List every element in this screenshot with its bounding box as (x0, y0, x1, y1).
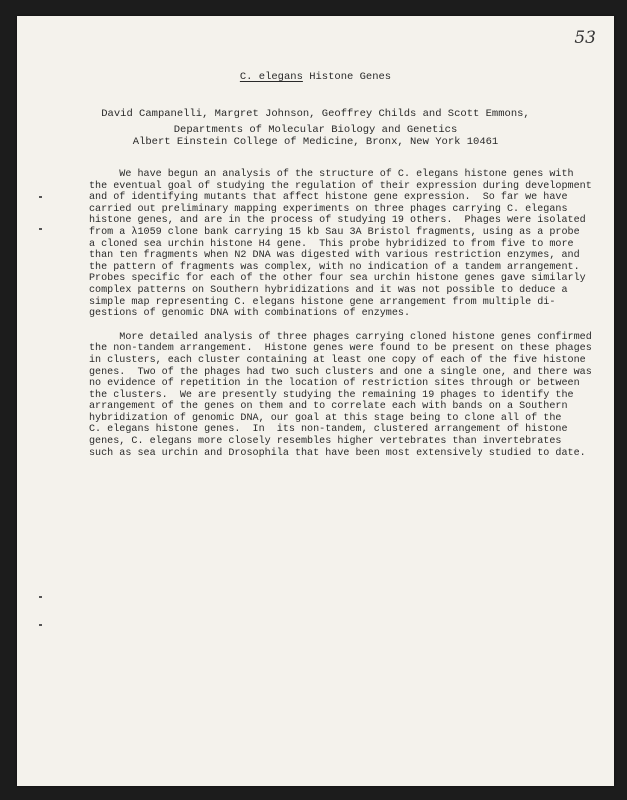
text-line: We have begun an analysis of the structure of C. elegans histone genes with (89, 169, 574, 180)
paragraph-2 (89, 332, 609, 460)
author-list: David Campanelli, Margret Johnson, Geoffrey Childs and Scott Emmons, (101, 108, 530, 120)
title-rest: Histone Genes (302, 71, 392, 83)
affiliation-department: Departments of Molecular Biology and Genetics (173, 124, 458, 136)
text-line: from a λ1059 clone bank carrying 15 kb Sau 3A Bristol fragments, using as a probe (89, 226, 580, 238)
text-line: a cloned sea urchin histone H4 gene. This probe hybridized to from five to more (89, 238, 574, 250)
document-page (17, 16, 614, 786)
document-title (17, 71, 614, 83)
page-number: 53 (574, 28, 596, 48)
text-line: genes, C. elegans more closely resembles higher vertebrates than invertebrates (89, 436, 562, 448)
text-line: complex patterns on Southern hybridizations and it was not possible to deduce a (89, 284, 568, 296)
text-line: the pattern of fragments was complex, with no indication of a tandem arrangement. (89, 261, 580, 273)
text-line: gestions of genomic DNA with combinations of enzymes. (89, 308, 411, 320)
text-line: genes. Two of the phages had two such clusters and one a single one, and there was (89, 366, 592, 378)
paragraph-1 (89, 169, 609, 320)
affiliation (17, 124, 614, 148)
text-line: the non-tandem arrangement. Histone genes were found to be present on these phages (89, 343, 592, 355)
margin-speck (39, 228, 42, 230)
text-line: than ten fragments when N2 DNA was digested with various restriction enzymes, and (89, 250, 580, 262)
text-line: the clusters. We are presently studying the remaining 19 phages to identify the (89, 389, 574, 401)
abstract-body (89, 169, 609, 471)
text-line: the eventual goal of studying the regulation of their expression during development (89, 180, 592, 192)
text-line: in clusters, each cluster containing at least one copy of each of the five histone (89, 354, 586, 366)
text-line: arrangement of the genes on them and to correlate each with bands on a Southern (89, 401, 568, 413)
text-line: hybridization of genomic DNA, our goal at this stage being to clone all of the (89, 412, 562, 424)
title-species: C. elegans (239, 71, 303, 83)
margin-speck (39, 196, 42, 198)
text-line: carried out preliminary mapping experiments on three phages carrying C. elegans (89, 203, 568, 215)
text-line: no evidence of repetition in the location of restriction sites through or between (89, 378, 580, 390)
margin-speck (39, 624, 42, 626)
margin-speck (39, 596, 42, 598)
text-line: simple map representing C. elegans histone gene arrangement from multiple di- (89, 296, 556, 308)
text-line: More detailed analysis of three phages carrying cloned histone genes confirmed (89, 331, 592, 343)
text-line: C. elegans histone genes. In its non-tandem, clustered arrangement of histone (89, 424, 568, 436)
text-line: histone genes, and are in the process of studying 19 others. Phages were isolated (89, 215, 586, 227)
text-line: and of identifying mutants that affect histone gene expression. So far we have (89, 192, 568, 204)
affiliation-institution: Albert Einstein College of Medicine, Bronx, New York 10461 (132, 136, 499, 148)
text-line: such as sea urchin and Drosophila that have been most extensively studied to date. (89, 447, 586, 459)
text-line: Probes specific for each of the other four sea urchin histone genes gave similarly (89, 273, 586, 285)
